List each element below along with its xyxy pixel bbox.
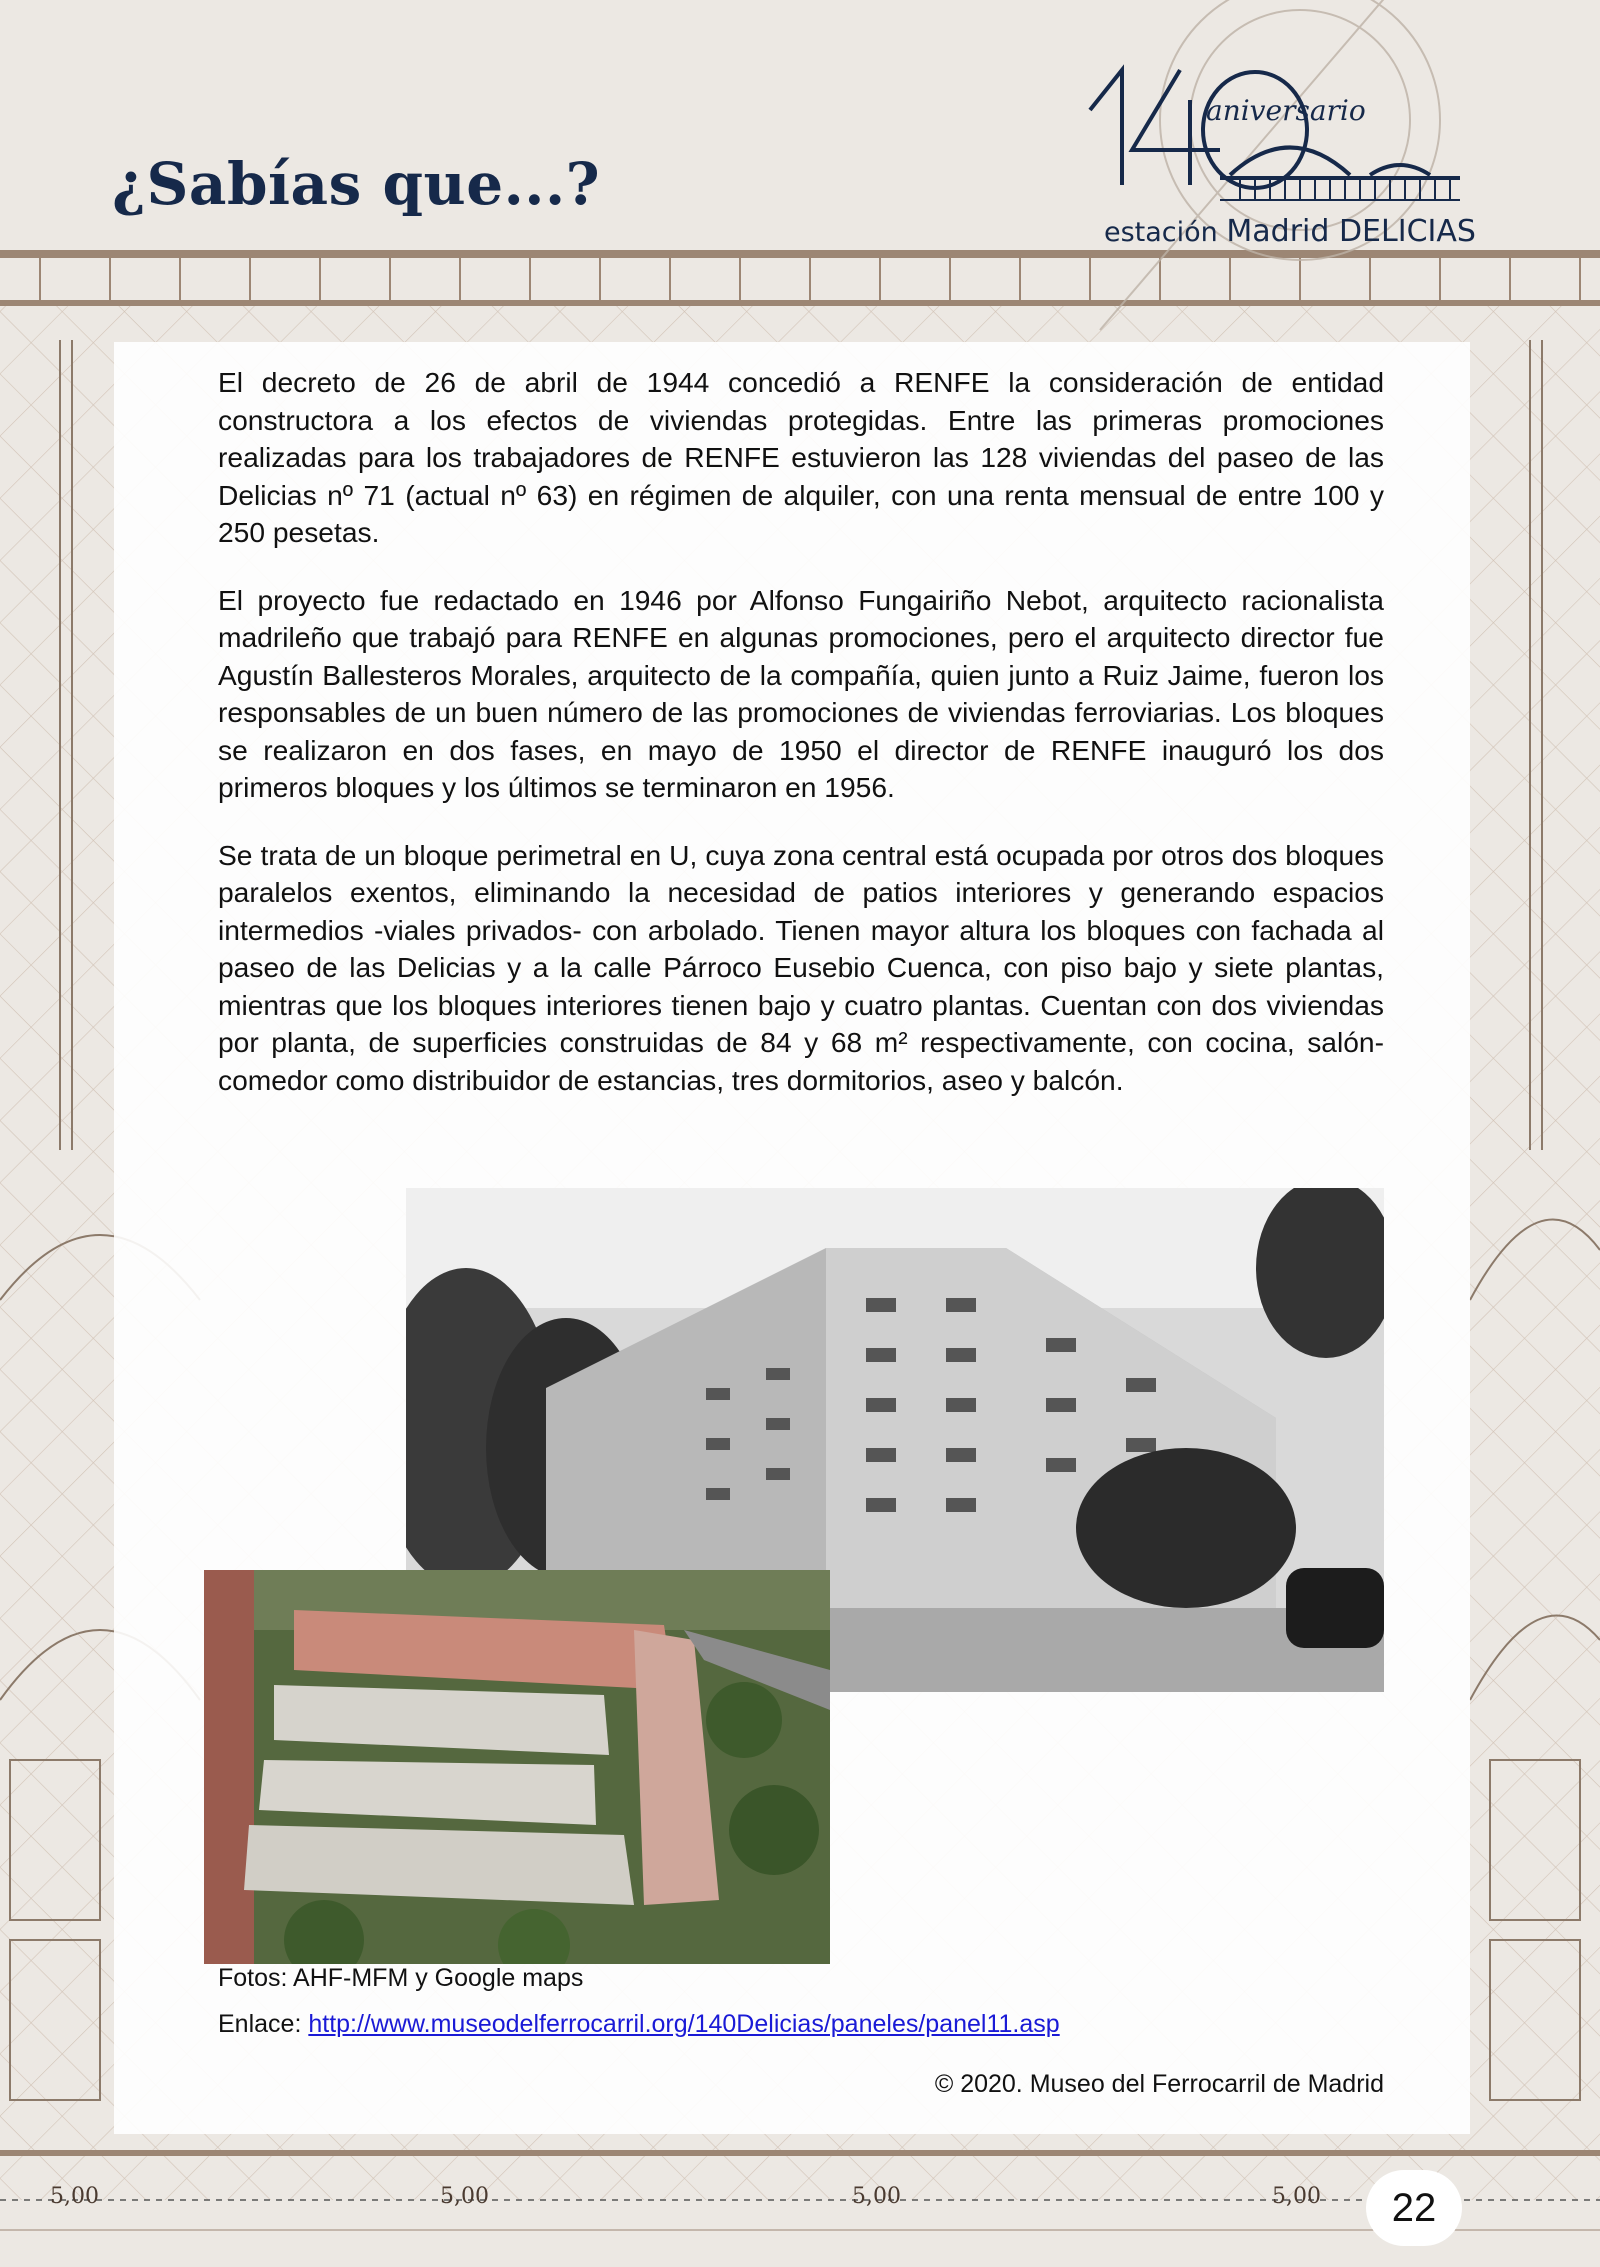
page-number: 22 (1366, 2170, 1462, 2246)
link-label: Enlace: (218, 2010, 302, 2038)
copyright-notice: © 2020. Museo del Ferrocarril de Madrid (934, 2070, 1384, 2098)
logo-station-prefix: estación (1104, 217, 1218, 248)
anniversary-logo (1070, 40, 1490, 260)
logo-station-main: Madrid DELICIAS (1226, 214, 1476, 249)
scale-mark: 5,00 (852, 2184, 901, 2209)
panel-link[interactable]: http://www.museodelferrocarril.org/140Delicias/paneles/panel11.asp (308, 2010, 1060, 2038)
logo-anniversary-word: aniversario (1206, 94, 1366, 127)
link-line (218, 2010, 1060, 2039)
paragraph-1: El decreto de 26 de abril de 1944 concedió a RENFE la consideración de entidad constructora a los efectos de viviendas protegidas. Entre las primeras promociones realizadas para los trabajadores de RENFE estuvieron las 128 viviendas del paseo de las Delicias nº 71 (actual nº 63) en régimen de alquiler, con una renta mensual de entre 100 y 250 pesetas. (218, 366, 1384, 548)
photo-credits: Fotos: AHF-MFM y Google maps (218, 1964, 584, 1992)
paragraph-2: El proyecto fue redactado en 1946 por Alfonso Fungairiño Nebot, arquitecto racionalista madrileño que trabajó para RENFE en algunas promociones, pero el arquitecto director fue Agustín Ballesteros Morales, arquitecto de la compañía, quien junto a Ruiz Jaime, fueron los responsables de un buen número de las promociones de viviendas ferroviarias. Los bloques se realizaron en dos fases, en mayo de 1950 el director de RENFE inauguró los dos primeros bloques y los últimos se terminaron en 1956. (218, 583, 1384, 803)
paragraph-3: Se trata de un bloque perimetral en U, cuya zona central está ocupada por otros dos bloques paralelos exentos, eliminando la necesidad de patios interiores y generando espacios intermedios -viales privados- con arbolado. Tienen mayor altura los bloques con fachada al paseo de las Delicias y a la calle Párroco Eusebio Cuenca, con piso bajo y siete plantas, mientras que los bloques interiores tienen bajo y cuatro plantas. Cuentan con dos viviendas por planta, de superficies construidas de 84 y 68 m² respectivamente, con cocina, salón-comedor como distribuidor de estancias, tres dormitorios, aseo y balcón. (218, 838, 1384, 1096)
article-body (218, 364, 1384, 1129)
page-title: ¿Sabías que...? (112, 150, 601, 218)
logo-station-name (1104, 214, 1476, 249)
aerial-view-photo (204, 1570, 830, 1964)
scale-mark: 5,00 (1272, 2184, 1321, 2209)
scale-mark: 5,00 (50, 2184, 99, 2209)
scale-mark: 5,00 (440, 2184, 489, 2209)
